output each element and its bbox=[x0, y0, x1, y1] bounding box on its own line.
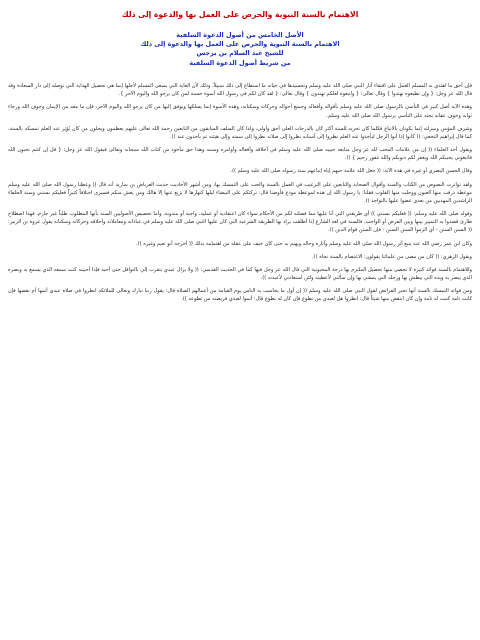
subtitle-line: الأصل الخامس من أصول الدعوة السلفية bbox=[176, 30, 304, 39]
document-page bbox=[8, 10, 472, 634]
paragraph: وقوله صلى الله عليه وسلم: (( فعليكم بسنتي )) أي طريقتي التي أنا عليها مما فصلته لكم من الأحكام سواء كان اعتقادية أو عملية، واجبة أو مندوبة، وأما تخصيص الأصوليين السنة بأنها المطلوب طلباً غير جازم، فهذا اصطلاح طارئ قصدوا به التمييز بينها وبين الفرض أو الواجب، فالسنة في لغة الشارع إذا أطلقت يراد بها الطريقة الشرعية التي كان عليها النبي صلى الله عليه وسلم في عباداته ومعاملاته وأخلاقه وحركاته وسكناته يقول عروة بن الزبير: (( السنن السنن - أي الزموا السنن السنن - فإن السنن قوام الدين )). bbox=[8, 211, 472, 234]
paragraph: وقال الحسن البصري أو غيره في هذه الآية: (( جعل الله علامة حبهم إياه إتباعهم سنة رسوله صلى الله عليه وسلم )). bbox=[230, 168, 472, 175]
document-title: الاهتمام بالسنة النبوية والحرص على العمل بها والدعوة إلى ذلك bbox=[121, 10, 359, 19]
paragraph: وهذه الآية أصل كبير في التأسي بالرسول صلى الله عليه وسلم بأقواله وأفعاله وجميع أحواله وحركاته وسكناته، وهذه الأسوة إنما يسلكها ويوفق إليها من كان يرجو الله واليوم الآخر، فإن ما معه من الإيمان وخوف الله ورجاء ثوابه وخوف عقابه يحثه على التأسي برسول الله صلى الله عليه وسلم. bbox=[8, 104, 472, 119]
paragraph: ويقول أحد العلماء (( إن من علامات المحب لله عز وجل متابعة حبيبه صلى الله عليه وسلم في أخلاقه وأفعاله وأوامره وسننه وهذا حق مأخوذ من كتاب الله سبحانه وتعالى فيقول الله عز وجل: { قل إن كنتم تحبون الله فاتبعوني يحببكم الله ويغفر لكم ذنوبكم والله غفور رحيم } )). bbox=[8, 147, 472, 162]
paragraph: ويقول الزهري: (( كان من مضى من علمائنا يقولون: الاعتصام بالسنة نجاة )). bbox=[312, 253, 472, 260]
paragraph: فإن أحق ما اهتدي به المسلم العمل على اقتفاء آثار النبي صلى الله عليه وسلم وتحسيدها في حياته ما استطاع إلى ذلك سبيلاً، وذلك لأن الغاية التي يسعى المسلم لأجلها إنما هي تحصيل الهداية التي توصله إلى دار السعادة وقد قال الله عز وجل: { وإن تطيعوه تهتدوا } وقال تعالى: { واتبعوه لعلكم تهتدون } وقال تعالى: { لقد كان لكم في رسول الله أسوة حسنة لمن كان يرجو الله واليوم الآخر }. bbox=[8, 82, 472, 98]
source-line: من شريط أصول الدعوة السلفية bbox=[189, 58, 291, 67]
body-text bbox=[8, 82, 472, 304]
author-line: للشيخ عبد السلام بن برجس bbox=[196, 49, 284, 58]
paragraph: وشرف المؤمن ومنزلته إنما يكونان بالاتباع فكلما كان تحريه للسنة أكثر كان بالدرجات العلى أحق وأولى، ولذا كان السلف السابقون من التابعين رحمة الله تعالى عليهم يعظمون ويجلون من كان يُؤثِر عنه العلم تمسكه بالسنة، كما قال إبراهيم النخعي: (( كانوا إذا أتوا الرجل ليأخذوا عنه العلم نظروا إلى أسبابه نظروا إلى صلاته نظروا إلى سمته وإلى هيئته ثم يأخذون عنه )). bbox=[8, 125, 472, 140]
subtitle-line: الاهتمام بالسنة النبوية والحرص على العمل بها والدعوة إلى ذلك bbox=[140, 40, 340, 49]
paragraph: ومن فوائد التمسك بالسنة أنها تجبر الفرائض لقول النبي صلى الله عليه وسلم (( إن أول ما يحاسب به الناس يوم القيامة من أعمالهم الصلاة قال: يقول ربنا تبارك وتعالى للملائكة انظروا في صلاة عبدي أتمها أم نقصها فإن كانت تامة كتبت له تامة وإن كان انتقص منها شيئاً قال: انظروا هل لعبدي من تطوع فإن كان له تطوع قال: أتموا لعبدي فريضته من تطوعه )). bbox=[8, 288, 472, 303]
paragraph: وكان ابن عمر رضي الله عنه يتبع أثر رسول الله صلى الله عليه وسلم وآثاره وحاله ويهتم به حتى كان خيف على عقله من اهتمامه بذلك (( أخرجه أبو نعيم وغيره )). bbox=[136, 240, 472, 247]
paragraph: ولقد تواترت النصوص من الكتاب والسنة وأقوال الصحابة والتابعين على الترغيب في العمل بالسنة والحث على التمسك بها، ومن أشهر الأحاديث حديث العرباض بن سارية أنه قال (( وعظنا رسول الله صلى الله عليه وسلم موعظة ذرفت منها العيون ووجلت منها القلوب فقلنا: يا رسول الله إن هذه لموعظة مودع فأوصنا قال: تركتكم على البيضاء ليلها كنهارها لا يزيغ عنها إلا هالك ومن يعش منكم فسيرى اختلافاً كثيراً فعليكم بسنتي وسنة الخلفاء الراشدين المهديين من بعدي عضوا عليها بالنواجذ )). bbox=[8, 181, 472, 204]
paragraph: وللاهتمام بالسنة فوائد كثيرة لا تحصى منها تحصيل الملتزم بها درجة المحبوبية التي قال الله عز وجل فيها كما في الحديث القدسي: (( ولا يزال عبدي يتقرب إلي بالنوافل حتى أحبه فإذا أحببته كنت سمعه الذي يسمع به وبصره الذي يبصر به ويده التي يبطش بها ورجله التي يمشي بها وإن سألني لأعطينه ولئن استعاذني لأعيذنه )). bbox=[8, 266, 472, 282]
subtitle-block bbox=[8, 31, 472, 68]
